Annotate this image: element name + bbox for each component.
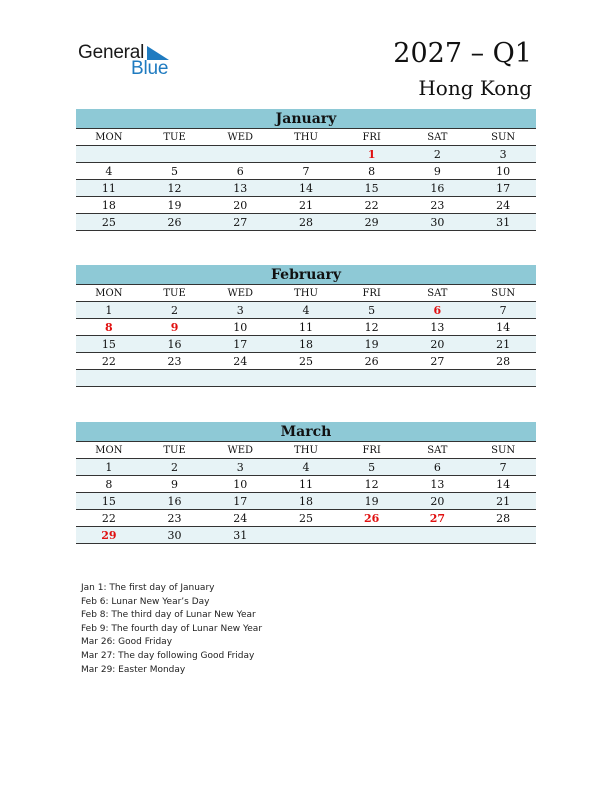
week-row xyxy=(76,476,536,493)
logo-word-blue: Blue xyxy=(131,58,169,79)
weekday-header: WED xyxy=(207,285,273,302)
week-row xyxy=(76,493,536,510)
day-cell: 2 xyxy=(142,459,208,476)
holiday-note: Mar 27: The day following Good Friday xyxy=(81,650,255,661)
day-cell: 11 xyxy=(76,180,142,197)
weekday-header: WED xyxy=(207,129,273,146)
month-january xyxy=(76,109,536,231)
day-cell: 27 xyxy=(405,510,471,527)
day-cell: 18 xyxy=(273,336,339,353)
day-cell: 9 xyxy=(142,476,208,493)
day-cell: 2 xyxy=(142,302,208,319)
weekday-header: WED xyxy=(207,442,273,459)
weekday-header: TUE xyxy=(142,285,208,302)
day-cell: 19 xyxy=(339,493,405,510)
weekday-header: SUN xyxy=(470,442,536,459)
calendar-grid xyxy=(76,128,536,231)
day-cell: 26 xyxy=(339,510,405,527)
day-cell: 17 xyxy=(470,180,536,197)
holiday-note: Mar 29: Easter Monday xyxy=(81,664,186,675)
day-cell: 23 xyxy=(142,510,208,527)
day-cell: 7 xyxy=(273,163,339,180)
weekday-header: MON xyxy=(76,442,142,459)
day-cell: 27 xyxy=(405,353,471,370)
day-cell: 20 xyxy=(405,493,471,510)
week-row xyxy=(76,302,536,319)
week-row xyxy=(76,197,536,214)
day-cell: 28 xyxy=(273,214,339,231)
day-cell: 1 xyxy=(76,302,142,319)
day-cell: 30 xyxy=(142,527,208,544)
region-subtitle: Hong Kong xyxy=(418,76,532,100)
day-cell: 8 xyxy=(76,319,142,336)
weekday-header: THU xyxy=(273,285,339,302)
day-cell: 5 xyxy=(339,302,405,319)
week-row xyxy=(76,510,536,527)
day-cell: 16 xyxy=(405,180,471,197)
day-cell: 22 xyxy=(339,197,405,214)
weekday-header: SAT xyxy=(405,442,471,459)
day-cell: 4 xyxy=(273,302,339,319)
weekday-header: TUE xyxy=(142,442,208,459)
day-cell: 13 xyxy=(207,180,273,197)
calendar-grid xyxy=(76,441,536,544)
month-march xyxy=(76,422,536,544)
day-cell: 29 xyxy=(339,214,405,231)
day-cell: 1 xyxy=(76,459,142,476)
calendar-grid xyxy=(76,284,536,387)
weekday-header: SAT xyxy=(405,129,471,146)
weekday-header: SAT xyxy=(405,285,471,302)
weekday-header: THU xyxy=(273,129,339,146)
day-cell: 11 xyxy=(273,319,339,336)
day-cell: 28 xyxy=(470,353,536,370)
day-cell: 5 xyxy=(339,459,405,476)
day-cell: 4 xyxy=(76,163,142,180)
day-cell: 7 xyxy=(470,302,536,319)
weekday-header: MON xyxy=(76,129,142,146)
month-february xyxy=(76,265,536,387)
day-cell: 8 xyxy=(339,163,405,180)
day-cell: 10 xyxy=(470,163,536,180)
day-cell: 15 xyxy=(76,493,142,510)
day-cell: 3 xyxy=(207,302,273,319)
day-cell: 3 xyxy=(207,459,273,476)
holiday-note: Feb 9: The fourth day of Lunar New Year xyxy=(81,623,263,634)
day-cell: 21 xyxy=(470,493,536,510)
day-cell xyxy=(76,370,142,387)
day-cell: 8 xyxy=(76,476,142,493)
day-cell: 12 xyxy=(142,180,208,197)
day-cell xyxy=(273,146,339,163)
weekday-header: FRI xyxy=(339,285,405,302)
day-cell: 22 xyxy=(76,353,142,370)
day-cell: 25 xyxy=(76,214,142,231)
week-row xyxy=(76,146,536,163)
day-cell: 26 xyxy=(339,353,405,370)
week-row xyxy=(76,527,536,544)
day-cell: 3 xyxy=(470,146,536,163)
day-cell: 22 xyxy=(76,510,142,527)
day-cell: 2 xyxy=(405,146,471,163)
day-cell: 10 xyxy=(207,319,273,336)
day-cell: 6 xyxy=(405,459,471,476)
month-title: February xyxy=(76,265,536,284)
day-cell xyxy=(470,527,536,544)
day-cell: 19 xyxy=(339,336,405,353)
week-row xyxy=(76,319,536,336)
day-cell: 5 xyxy=(142,163,208,180)
day-cell: 19 xyxy=(142,197,208,214)
day-cell: 25 xyxy=(273,353,339,370)
day-cell: 16 xyxy=(142,493,208,510)
day-cell: 18 xyxy=(76,197,142,214)
day-cell: 9 xyxy=(405,163,471,180)
weekday-header: SUN xyxy=(470,285,536,302)
day-cell: 14 xyxy=(273,180,339,197)
day-cell: 16 xyxy=(142,336,208,353)
day-cell: 14 xyxy=(470,319,536,336)
week-row xyxy=(76,353,536,370)
week-row xyxy=(76,180,536,197)
day-cell: 30 xyxy=(405,214,471,231)
logo-word-general: General xyxy=(78,42,145,63)
weekday-header: TUE xyxy=(142,129,208,146)
day-cell: 12 xyxy=(339,319,405,336)
day-cell: 28 xyxy=(470,510,536,527)
week-row xyxy=(76,370,536,387)
week-row xyxy=(76,336,536,353)
day-cell xyxy=(142,370,208,387)
day-cell: 20 xyxy=(405,336,471,353)
week-row xyxy=(76,214,536,231)
day-cell xyxy=(273,370,339,387)
day-cell: 6 xyxy=(405,302,471,319)
day-cell: 13 xyxy=(405,476,471,493)
day-cell xyxy=(142,146,208,163)
day-cell xyxy=(405,527,471,544)
day-cell: 6 xyxy=(207,163,273,180)
day-cell: 15 xyxy=(339,180,405,197)
weekday-header: THU xyxy=(273,442,339,459)
month-title: January xyxy=(76,109,536,128)
day-cell xyxy=(405,370,471,387)
day-cell xyxy=(207,370,273,387)
day-cell xyxy=(470,370,536,387)
day-cell: 27 xyxy=(207,214,273,231)
day-cell: 21 xyxy=(273,197,339,214)
day-cell: 1 xyxy=(339,146,405,163)
day-cell: 14 xyxy=(470,476,536,493)
day-cell: 24 xyxy=(207,353,273,370)
day-cell: 15 xyxy=(76,336,142,353)
day-cell: 4 xyxy=(273,459,339,476)
day-cell: 9 xyxy=(142,319,208,336)
weekday-header: MON xyxy=(76,285,142,302)
holiday-note: Jan 1: The first day of January xyxy=(81,583,215,593)
generalblue-logo xyxy=(78,42,188,82)
holiday-note: Feb 6: Lunar New Year’s Day xyxy=(81,596,210,607)
week-row xyxy=(76,459,536,476)
day-cell xyxy=(273,527,339,544)
day-cell: 23 xyxy=(405,197,471,214)
weekday-header: FRI xyxy=(339,129,405,146)
day-cell xyxy=(339,527,405,544)
day-cell: 25 xyxy=(273,510,339,527)
day-cell: 18 xyxy=(273,493,339,510)
day-cell: 29 xyxy=(76,527,142,544)
day-cell: 7 xyxy=(470,459,536,476)
day-cell: 21 xyxy=(470,336,536,353)
day-cell: 17 xyxy=(207,493,273,510)
day-cell: 12 xyxy=(339,476,405,493)
holiday-note: Mar 26: Good Friday xyxy=(81,637,173,648)
day-cell: 20 xyxy=(207,197,273,214)
day-cell: 24 xyxy=(207,510,273,527)
day-cell xyxy=(207,146,273,163)
day-cell xyxy=(339,370,405,387)
day-cell: 23 xyxy=(142,353,208,370)
day-cell xyxy=(76,146,142,163)
day-cell: 31 xyxy=(470,214,536,231)
holiday-notes xyxy=(81,582,262,677)
day-cell: 26 xyxy=(142,214,208,231)
day-cell: 13 xyxy=(405,319,471,336)
day-cell: 11 xyxy=(273,476,339,493)
holiday-note: Feb 8: The third day of Lunar New Year xyxy=(81,610,256,621)
day-cell: 24 xyxy=(470,197,536,214)
month-title: March xyxy=(76,422,536,441)
page-title: 2027 – Q1 xyxy=(393,38,532,69)
weekday-header: FRI xyxy=(339,442,405,459)
week-row xyxy=(76,163,536,180)
day-cell: 31 xyxy=(207,527,273,544)
day-cell: 10 xyxy=(207,476,273,493)
weekday-header: SUN xyxy=(470,129,536,146)
day-cell: 17 xyxy=(207,336,273,353)
